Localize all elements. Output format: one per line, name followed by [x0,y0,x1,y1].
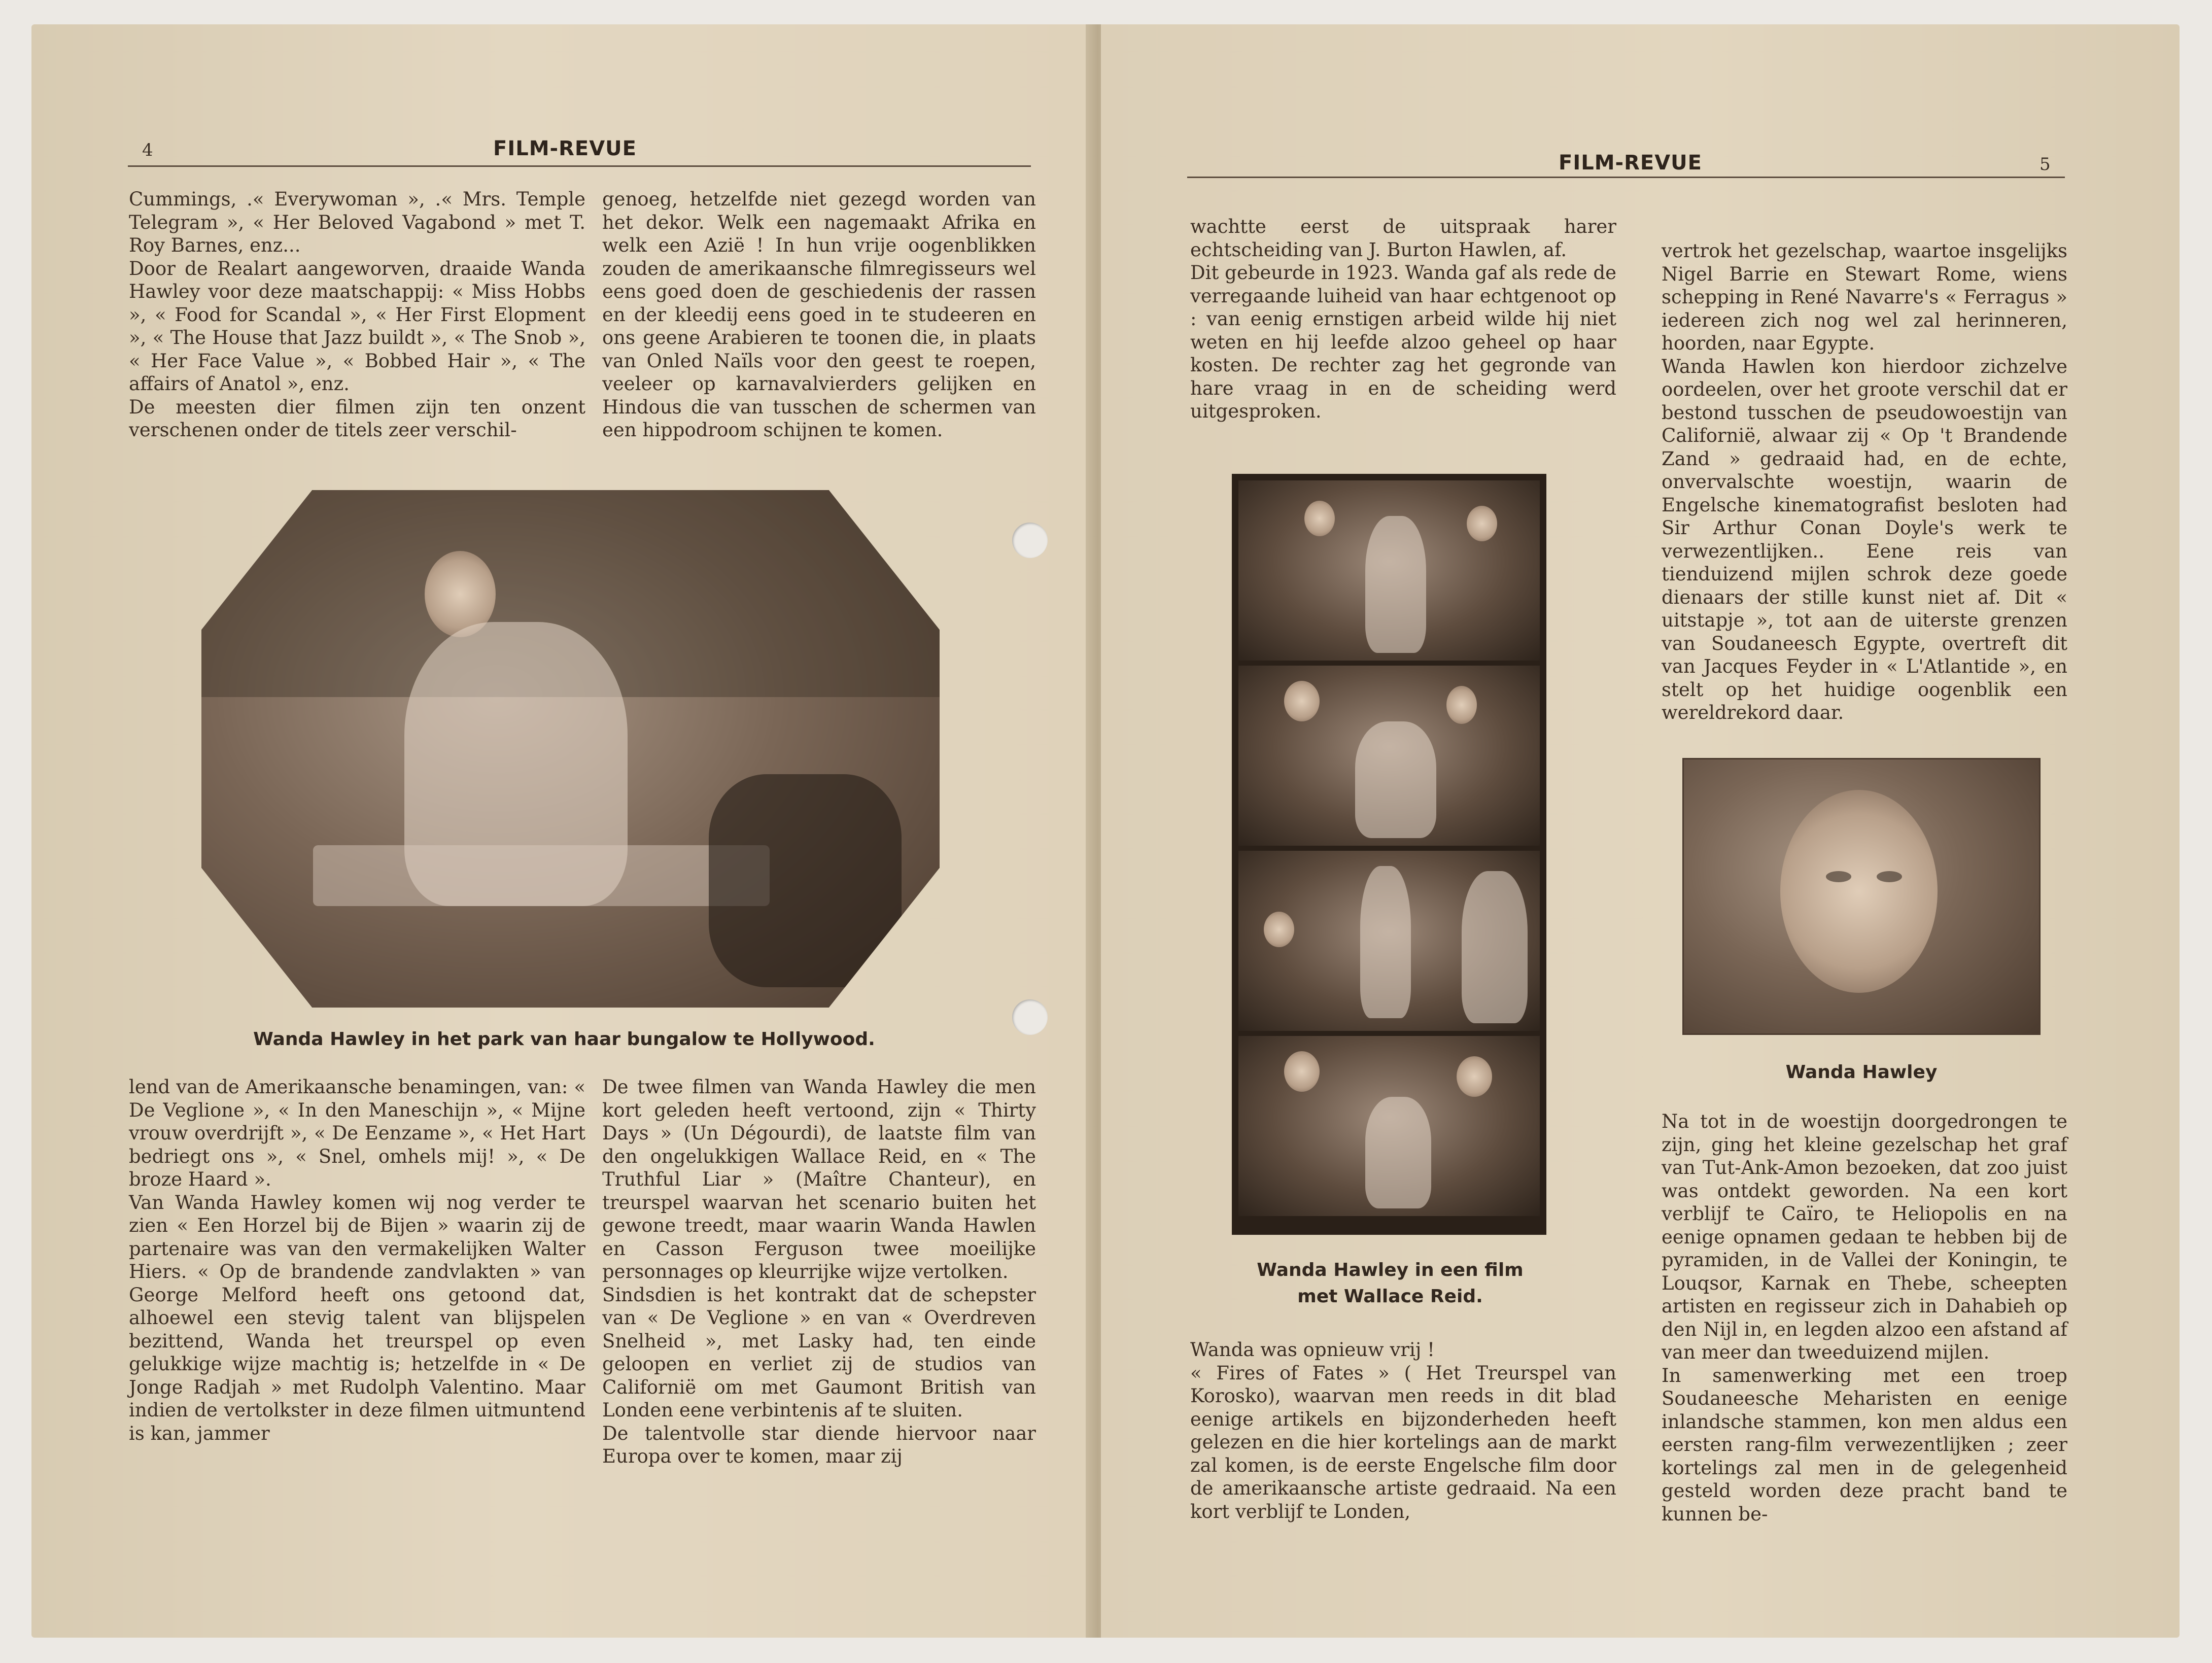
film-still-strip [1232,474,1546,1235]
text-column: genoeg, hetzelfde niet gezegd worden van het dekor. Welk een nagemaakt Afrika en welk een Azië ! In hun vrije oogenblikken zouden de amerikaansche filmregisseurs wel eens goed doen de geschiedenis der rassen en der kleedij eens goed in te studeeren en ons geene Arabieren te toonen die, in plaats van Onled Naïls voor den geest te roepen, veeleer op karnavalvierders gelijken en Hindous die van tusschen de schermen van een hippodroom schijnen te komen. [602,188,1036,441]
text-column: wachtte eerst de uitspraak harer echtscheiding van J. Burton Hawlen, af. Dit gebeurde in 1923. Wanda gaf als rede de verregaande luiheid van haar echtgenoot op : van eenig ernstigen arbeid wilde hij niet weten en hij leefde alzoo geheel op haar kosten. De rechter zag het gegronde van hare vraag in en de scheiding werd uitgesproken. [1190,216,1616,422]
strip-caption: Wanda Hawley in een film met Wallace Reid. [1257,1260,1524,1307]
portrait-wanda-hawley [1682,758,2041,1035]
page-header: FILM-REVUE [1559,151,1702,175]
text-column: Na tot in de woestijn doorgedrongen te zijn, ging het kleine gezelschap het graf van Tut-Ank-Amon bezoeken, dat zoo juist was ontdekt geworden. Na een kort verblijf te Caïro, te Heliopolis en na eenige opnamen gedaan te hebben bij de pyramiden, in de Vallei der Koningin, te Louqsor, Karnak en Thebe, scheepten artisten en regisseur zich in Dahabieh op den Nijl in, en legden alzoo een afstand af van meer dan tweeduizend mijlen. In samenwerking met een troep Soudaneesche Meharisten en eenige inlandsche stammen, kon men aldus een eersten rang-film verwezentlijken ; zeer kortelings zal men in de gelegenheid gesteld worden deze pracht band te kunnen be- [1662,1111,2067,1525]
film-still [1237,479,1541,662]
page-number: 5 [2040,154,2051,175]
left-page [31,24,1093,1638]
photo-caption: Wanda Hawley in het park van haar bungalow te Hollywood. [253,1029,875,1050]
punch-hole [1012,523,1048,558]
header-rule [1187,177,2065,178]
film-still [1237,1034,1541,1218]
film-still [1237,664,1541,847]
page-header: FILM-REVUE [493,137,637,160]
photo-wanda-in-park [201,490,940,1008]
text-column: De twee filmen van Wanda Hawley die men kort geleden heeft vertoond, zijn « Thirty Days » (Un Dégourdi), de laatste film van den ongelukkigen Wallace Reid, en « The Truthful Liar » (Maître Chanteur), en treurspel waarvan het scenario buiten het gewone treedt, maar waarin Wanda Hawlen en Casson Ferguson twee moeilijke personnages op kleurrijke wijze vertolken. Sindsdien is het kontrakt dat de schepster van « De Veglione » en van « Overdreven Snelheid », met Lasky had, ten einde geloopen en verliet zij de studios van Californië om met Gaumont British van Londen eene verbintenis af te sluiten. De talentvolle star diende hiervoor naar Europa over te komen, maar zij [602,1076,1036,1467]
page-number: 4 [142,140,153,160]
film-still [1237,849,1541,1032]
right-page [1101,24,2180,1638]
text-column: Wanda was opnieuw vrij ! « Fires of Fates » ( Het Treurspel van Korosko), waarvan men reeds in dit blad eenige artikels en bijzonderheden heeft gelezen en die hier kortelings aan de markt zal komen, is de eerste Engelsche film door de amerikaansche artiste gedraaid. Na een kort verblijf te Londen, [1190,1339,1616,1522]
header-rule [128,165,1031,167]
text-column: Cummings, .« Everywoman », .« Mrs. Temple Telegram », « Her Beloved Vagabond » met T. Roy Barnes, enz... Door de Realart aangeworven, draaide Wanda Hawley voor deze maatschappij: « Miss Hobbs », « Food for Scandal », « Her First Elopment », « The House that Jazz buildt », « The Snob », « Her Face Value », « Bobbed Hair », « The affairs of Anatol », enz. De meesten dier filmen zijn ten onzent verschenen onder de titels zeer verschil- [129,188,585,441]
portrait-caption: Wanda Hawley [1785,1062,1938,1083]
text-column: vertrok het gezelschap, waartoe insgelijks Nigel Barrie en Stewart Rome, wiens schepping in René Navarre's « Ferragus » iedereen zich nog wel zal herinneren, hoorden, naar Egypte. Wanda Hawlen kon hierdoor zichzelve oordeelen, over het groote verschil dat er bestond tusschen de pseudowoestijn van Californië, alwaar zij « Op 't Brandende Zand » gedraaid had, en de echte, onvervalschte woestijn, waarin de Engelsche kinematografist besloten had Sir Arthur Conan Doyle's werk te verwezentlijken.. Eene reis van tienduizend mijlen schrok deze goede dienaars der stille kunst niet af. Dit « uitstapje », tot aan de uiterste grenzen van Soudaneesch Egypte, overtreft dit van Jacques Feyder in « L'Atlantide », en stelt op het huidige oogenblik een wereldrekord daar. [1662,240,2067,723]
text-column: lend van de Amerikaansche benamingen, van: « De Veglione », « In den Maneschijn », « Mijne vrouw overdrijft », « De Eenzame », « Het Hart bedriegt ons », « Snel, omhels mij! », « De broze Haard ». Van Wanda Hawley komen wij nog verder te zien « Een Horzel bij de Bijen » waarin zij de partenaire was van den vermakelijken Walter Hiers. « Op de brandende zandvlakten » van George Melford heeft ons getoond dat, alhoewel een stevig talent van blijspelen bezittend, Wanda het treurspel op even gelukkige wijze machtig is; hetzelfde in « De Jonge Radjah » met Rudolph Valentino. Maar indien de vertolkster in deze filmen uitmuntend is kan, jammer [129,1076,585,1444]
punch-hole [1012,999,1048,1035]
